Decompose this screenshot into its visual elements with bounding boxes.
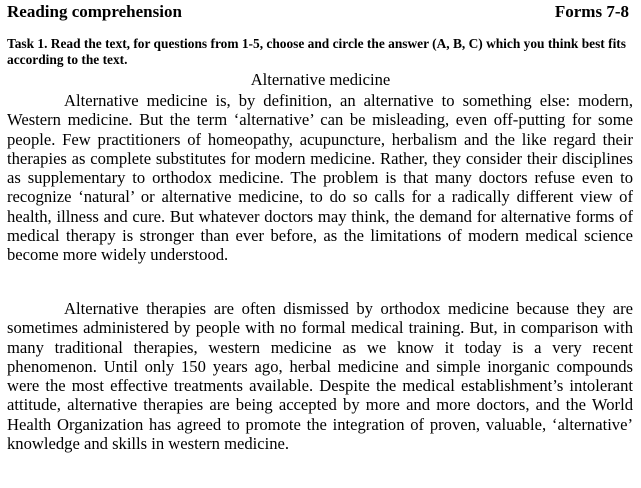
task-instruction: Task 1. Read the text, for questions from 1-5, choose and circle the answer (A, B, C) which you think best fits according to the text. (7, 36, 626, 67)
article-title-text: Alternative medicine (250, 70, 391, 89)
article-paragraph-1: Alternative medicine is, by definition, an alternative to something else: modern, Western medicine. But the term ‘alternative’ can be misleading, even off-putting for some people. Few practitioners of homeopathy, acupuncture, herbalism and the like regard their therapies as complete substitutes for modern medicine. Rather, they consider their disciplines as supplementary to orthodox medicine. The problem is that many doctors refuse even to recognize ‘natural’ or alternative medicine, to do so calls for a radically different view of health, illness and cure. But whatever doctors may think, the demand for alternative forms of medical therapy is stronger than ever before, as the limitations of modern medical science become more widely understood. (7, 91, 633, 265)
worksheet-header (7, 1, 629, 23)
article-paragraph-2: Alternative therapies are often dismissed by orthodox medicine because they are sometimes administered by people with no formal medical training. But, in comparison with many traditional therapies, western medicine as we know it today is a very recent phenomenon. Until only 150 years ago, herbal medicine and simple inorganic compounds were the most effective treatments available. Despite the medical establishment’s intolerant attitude, alternative therapies are being accepted by more and more doctors, and the World Health Organization has agreed to promote the integration of proven, valuable, ‘alternative’ knowledge and skills in western medicine. (7, 299, 633, 454)
article-title (0, 70, 641, 90)
section-title: Reading comprehension (7, 2, 182, 21)
grade-label: Forms 7-8 (554, 2, 629, 21)
